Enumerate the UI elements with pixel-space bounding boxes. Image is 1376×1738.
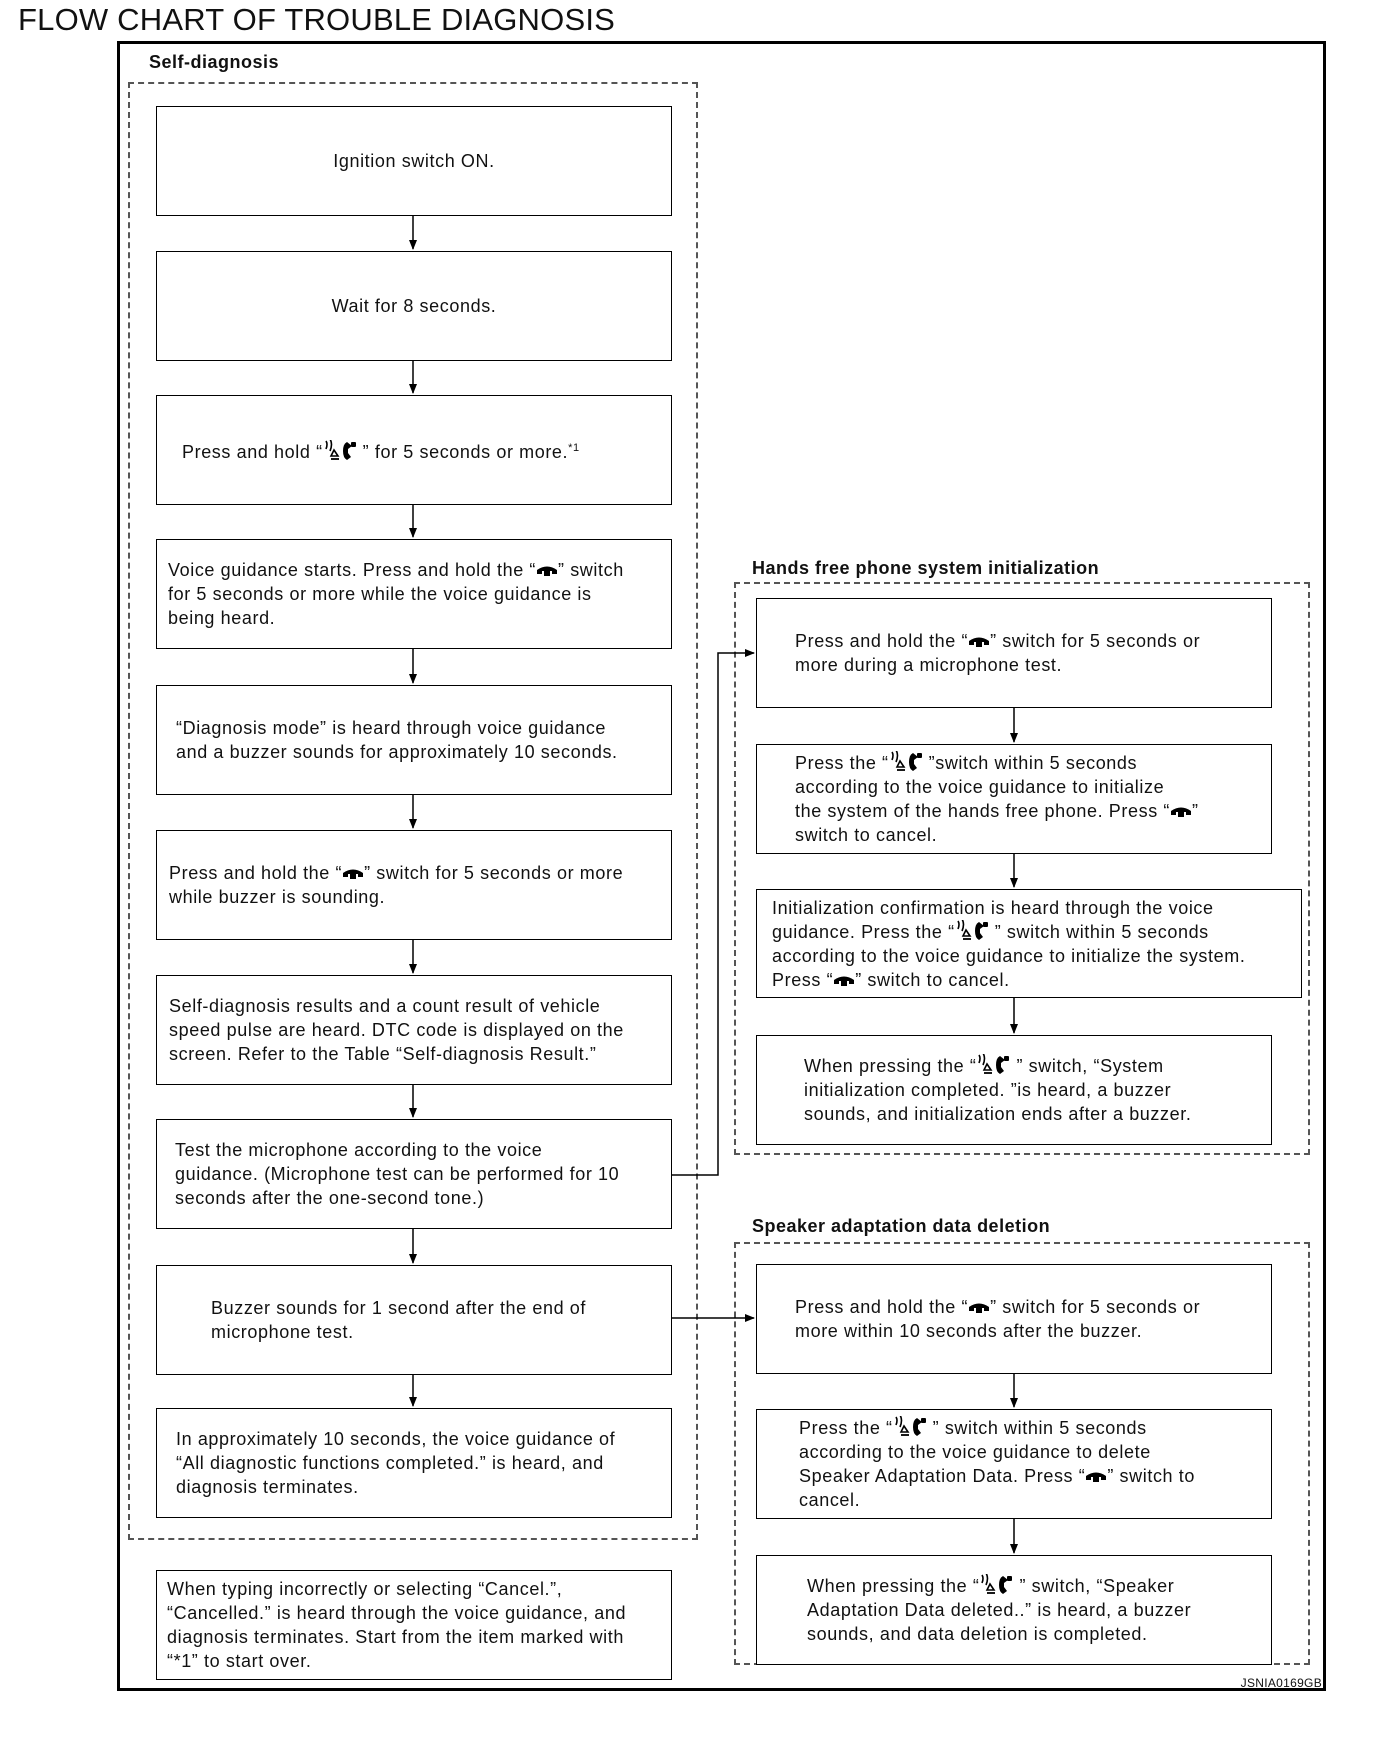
- microphone-phone-icon: [889, 751, 929, 773]
- microphone-phone-icon: [976, 1054, 1016, 1076]
- step-diagnosis-mode: “Diagnosis mode” is heard through voice guidance and a buzzer sounds for approximately 10 seconds.: [156, 685, 672, 795]
- page-title: FLOW CHART OF TROUBLE DIAGNOSIS: [18, 2, 616, 37]
- init-step-press-hold: Press and hold the “ ” switch for 5 seconds or more during a microphone test.: [756, 598, 1272, 708]
- step-press-hold-phone-switch: Press and hold the “ ” switch for 5 seconds or more while buzzer is sounding.: [156, 830, 672, 940]
- cancel-note: When typing incorrectly or selecting “Cancel.”, “Cancelled.” is heard through the voice guidance, and diagnosis terminates. Start from the item marked with “*1” to start over.: [156, 1570, 672, 1680]
- phone-handset-icon: [1170, 805, 1192, 818]
- microphone-phone-icon: [979, 1574, 1019, 1596]
- init-step-press-voice-switch: Press the “ ”switch within 5 seconds according to the voice guidance to initialize the system of the hands free phone. Press “ ” switch to cancel.: [756, 744, 1272, 854]
- step-voice-guidance-starts: Voice guidance starts. Press and hold the “ ” switch for 5 seconds or more while the voice guidance is being heard.: [156, 539, 672, 649]
- init-step-confirmation: Initialization confirmation is heard through the voice guidance. Press the “ ” switch within 5 seconds according to the voice guidance to initialize the system. Press “ ” switch to cancel.: [756, 889, 1302, 998]
- phone-handset-icon: [833, 974, 855, 987]
- hands-free-init-label: Hands free phone system initialization: [752, 558, 1100, 578]
- step-diagnosis-terminates: In approximately 10 seconds, the voice guidance of “All diagnostic functions completed.” is heard, and diagnosis terminates.: [156, 1408, 672, 1518]
- init-step-completed: When pressing the “ ” switch, “System initialization completed. ”is heard, a buzzer sounds, and initialization ends after a buzzer.: [756, 1035, 1272, 1145]
- phone-handset-icon: [536, 564, 558, 577]
- microphone-phone-icon: [955, 920, 995, 942]
- phone-handset-icon: [1085, 1470, 1107, 1483]
- step-wait-8-seconds: Wait for 8 seconds.: [156, 251, 672, 361]
- step-test-microphone: Test the microphone according to the voice guidance. (Microphone test can be performed for 10 seconds after the one-second tone.): [156, 1119, 672, 1229]
- figure-id: JSNIA0169GB: [1240, 1676, 1322, 1690]
- microphone-phone-icon: [893, 1416, 933, 1438]
- step-self-diagnosis-results: Self-diagnosis results and a count result of vehicle speed pulse are heard. DTC code is displayed on the screen. Refer to the Table “Self-diagnosis Result.”: [156, 975, 672, 1085]
- arrow-to-hands-free-init: [671, 653, 754, 1175]
- step-ignition-on: Ignition switch ON.: [156, 106, 672, 216]
- deletion-step-completed: When pressing the “ ” switch, “Speaker Adaptation Data deleted..” is heard, a buzzer sounds, and data deletion is completed.: [756, 1555, 1272, 1665]
- deletion-step-press-voice-switch: Press the “ ” switch within 5 seconds according to the voice guidance to delete Speaker Adaptation Data. Press “ ” switch to cancel.: [756, 1409, 1272, 1519]
- phone-handset-icon: [968, 635, 990, 648]
- step-press-hold-voice-switch: Press and hold “ ” for 5 seconds or more.$^{*1}$: [156, 395, 672, 505]
- speaker-deletion-label: Speaker adaptation data deletion: [752, 1216, 1051, 1236]
- microphone-phone-icon: [323, 440, 363, 462]
- deletion-step-press-hold: Press and hold the “ ” switch for 5 seconds or more within 10 seconds after the buzzer.: [756, 1264, 1272, 1374]
- phone-handset-icon: [342, 867, 364, 880]
- step-buzzer-sounds: Buzzer sounds for 1 second after the end of microphone test.: [156, 1265, 672, 1375]
- self-diagnosis-label: Self-diagnosis: [149, 52, 280, 72]
- phone-handset-icon: [968, 1301, 990, 1314]
